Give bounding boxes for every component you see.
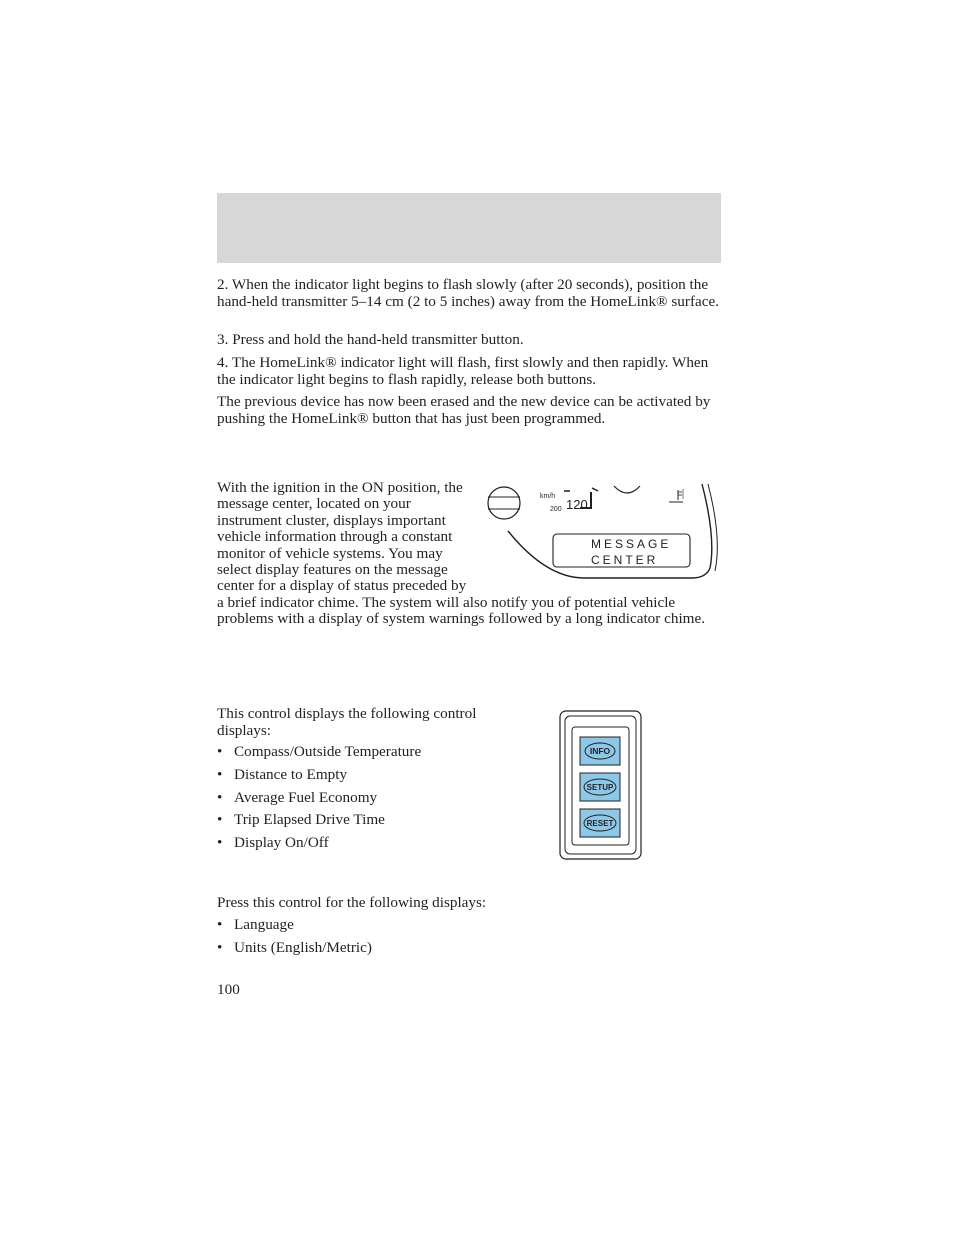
display-center-text: CENTER	[591, 553, 659, 567]
info-control-list	[217, 744, 421, 858]
speed-tick-mark	[592, 488, 598, 491]
list-item: • Language	[217, 917, 372, 940]
message-center-control-panel	[558, 709, 643, 861]
list-item: • Display On/Off	[217, 835, 421, 858]
list-item: • Trip Elapsed Drive Time	[217, 812, 421, 835]
list-item: • Average Fuel Economy	[217, 790, 421, 813]
setup-control-intro: Press this control for the following displays:	[217, 894, 487, 911]
needle-arc	[614, 486, 640, 493]
speed-120-label: 120	[566, 497, 588, 512]
page-number: 100	[217, 981, 240, 998]
info-button[interactable]	[580, 737, 620, 765]
list-item: • Compass/Outside Temperature	[217, 744, 421, 767]
reset-button[interactable]	[580, 809, 620, 837]
gauge-dial-icon	[488, 487, 520, 519]
setup-control-list	[217, 917, 372, 963]
setup-button[interactable]	[580, 773, 620, 801]
display-message-text: MESSAGE	[591, 537, 672, 551]
info-control-intro: This control displays the following control displays:	[217, 705, 477, 739]
cluster-outline	[708, 484, 717, 571]
reset-button-label: RESET	[586, 819, 614, 828]
section-header-band	[217, 193, 721, 263]
speed-200-label: 200	[550, 506, 562, 513]
message-center-paragraph: With the ignition in the ON position, the message center, located on your instrument cluster, displays important vehicle information through a constant monitor of vehicle systems. You may select display features on the message center for a display of status preceded by a brief indicator chime. The system will also notify you of potential vehicle problems with a display of system warnings followed by a long indicator chime.	[217, 479, 706, 628]
speed-unit-label: km/h	[540, 493, 556, 500]
temperature-gauge-icon	[669, 489, 683, 502]
step-4-text: 4. The HomeLink® indicator light will flash, first slowly and then rapidly. When the indicator light begins to flash rapidly, release both buttons.	[217, 354, 709, 388]
info-button-label: INFO	[589, 746, 611, 756]
erased-device-text: The previous device has now been erased and the new device can be activated by pushing the HomeLink® button that has just been programmed.	[217, 393, 711, 427]
step-2-text: 2. When the indicator light begins to flash slowly (after 20 seconds), position the hand-held transmitter 5–14 cm (2 to 5 inches) away from the HomeLink® surface.	[217, 276, 720, 310]
setup-button-label: SETUP	[586, 783, 614, 792]
step-3-text: 3. Press and hold the hand-held transmitter button.	[217, 331, 524, 348]
list-item: • Units (English/Metric)	[217, 940, 372, 963]
instrument-cluster-illustration	[484, 478, 720, 582]
list-item: • Distance to Empty	[217, 767, 421, 790]
